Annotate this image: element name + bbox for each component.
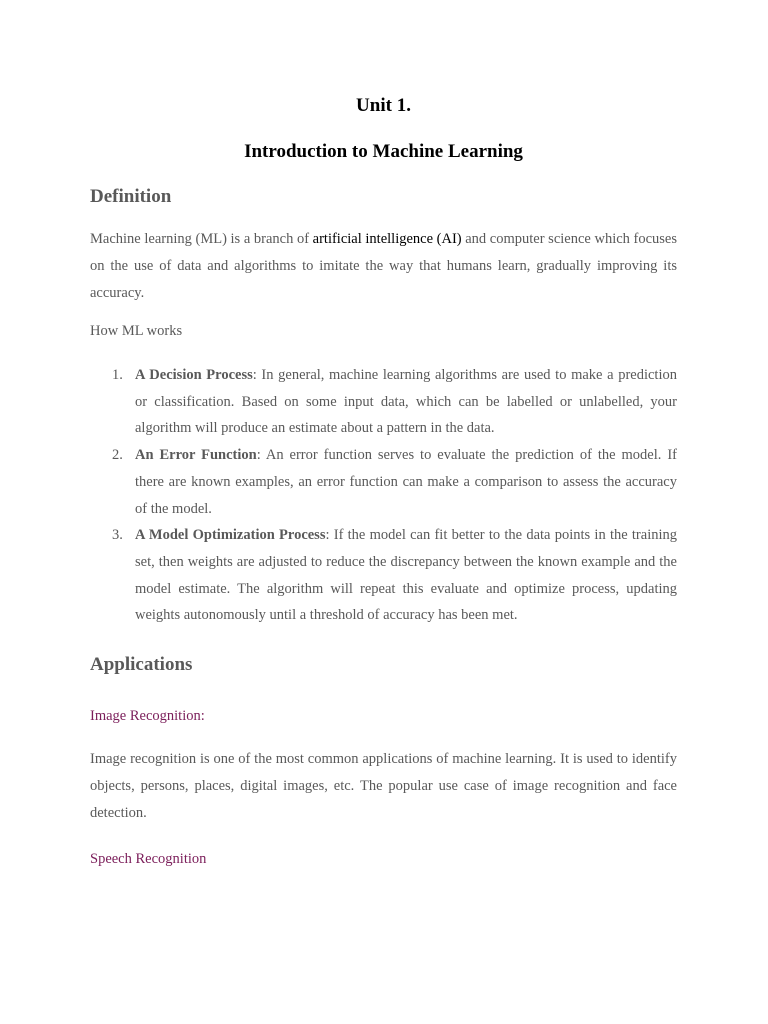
list-item-number: 2. xyxy=(112,447,123,464)
unit-title: Unit 1. xyxy=(356,95,411,116)
list-item-term: A Model Optimization Process xyxy=(135,527,326,544)
image-recognition-paragraph: Image recognition is one of the most common applications of machine learning. It is used to identify objects, persons, places, digital images, etc. The popular use case of image recognition and face detection. xyxy=(90,751,677,821)
list-item-term: An Error Function xyxy=(135,447,257,464)
list-item xyxy=(90,362,677,442)
definition-text-before: Machine learning (ML) is a branch of xyxy=(90,231,313,247)
list-item-text: : If the model can fit better to the data points in the training set, then weights are adjusted to reduce the discrepancy between the known example and the model estimate. The algorithm will repeat this evaluate and optimize process, updating weights autonomously until a threshold of accuracy has been met. xyxy=(135,527,678,624)
list-item-number: 3. xyxy=(112,527,123,544)
speech-recognition-heading: Speech Recognition xyxy=(90,851,207,867)
definition-heading: Definition xyxy=(90,186,172,207)
how-ml-works-label: How ML works xyxy=(90,323,183,339)
list-item-text: : In general, machine learning algorithms are used to make a prediction or classification. Based on some input data, which can be labelled or unlabelled, your algorithm will produce an estimate about a pattern in the data. xyxy=(135,367,677,437)
definition-text-after: and computer science which focuses on the use of data and algorithms to imitate the way that humans learn, gradually improving its accuracy. xyxy=(90,231,678,301)
ml-steps-list xyxy=(90,362,677,629)
document-title: Introduction to Machine Learning xyxy=(244,141,523,162)
list-item xyxy=(90,522,677,629)
list-item-text: : An error function serves to evaluate the prediction of the model. If there are known examples, an error function can make a comparison to assess the accuracy of the model. xyxy=(135,447,677,517)
list-item xyxy=(90,442,677,522)
image-recognition-heading: Image Recognition: xyxy=(90,708,205,724)
list-item-number: 1. xyxy=(112,367,123,383)
applications-heading: Applications xyxy=(90,654,193,675)
definition-paragraph xyxy=(90,226,677,307)
ai-link[interactable]: artificial intelligence (AI) xyxy=(312,231,462,247)
list-item-term: A Decision Process xyxy=(135,367,253,383)
